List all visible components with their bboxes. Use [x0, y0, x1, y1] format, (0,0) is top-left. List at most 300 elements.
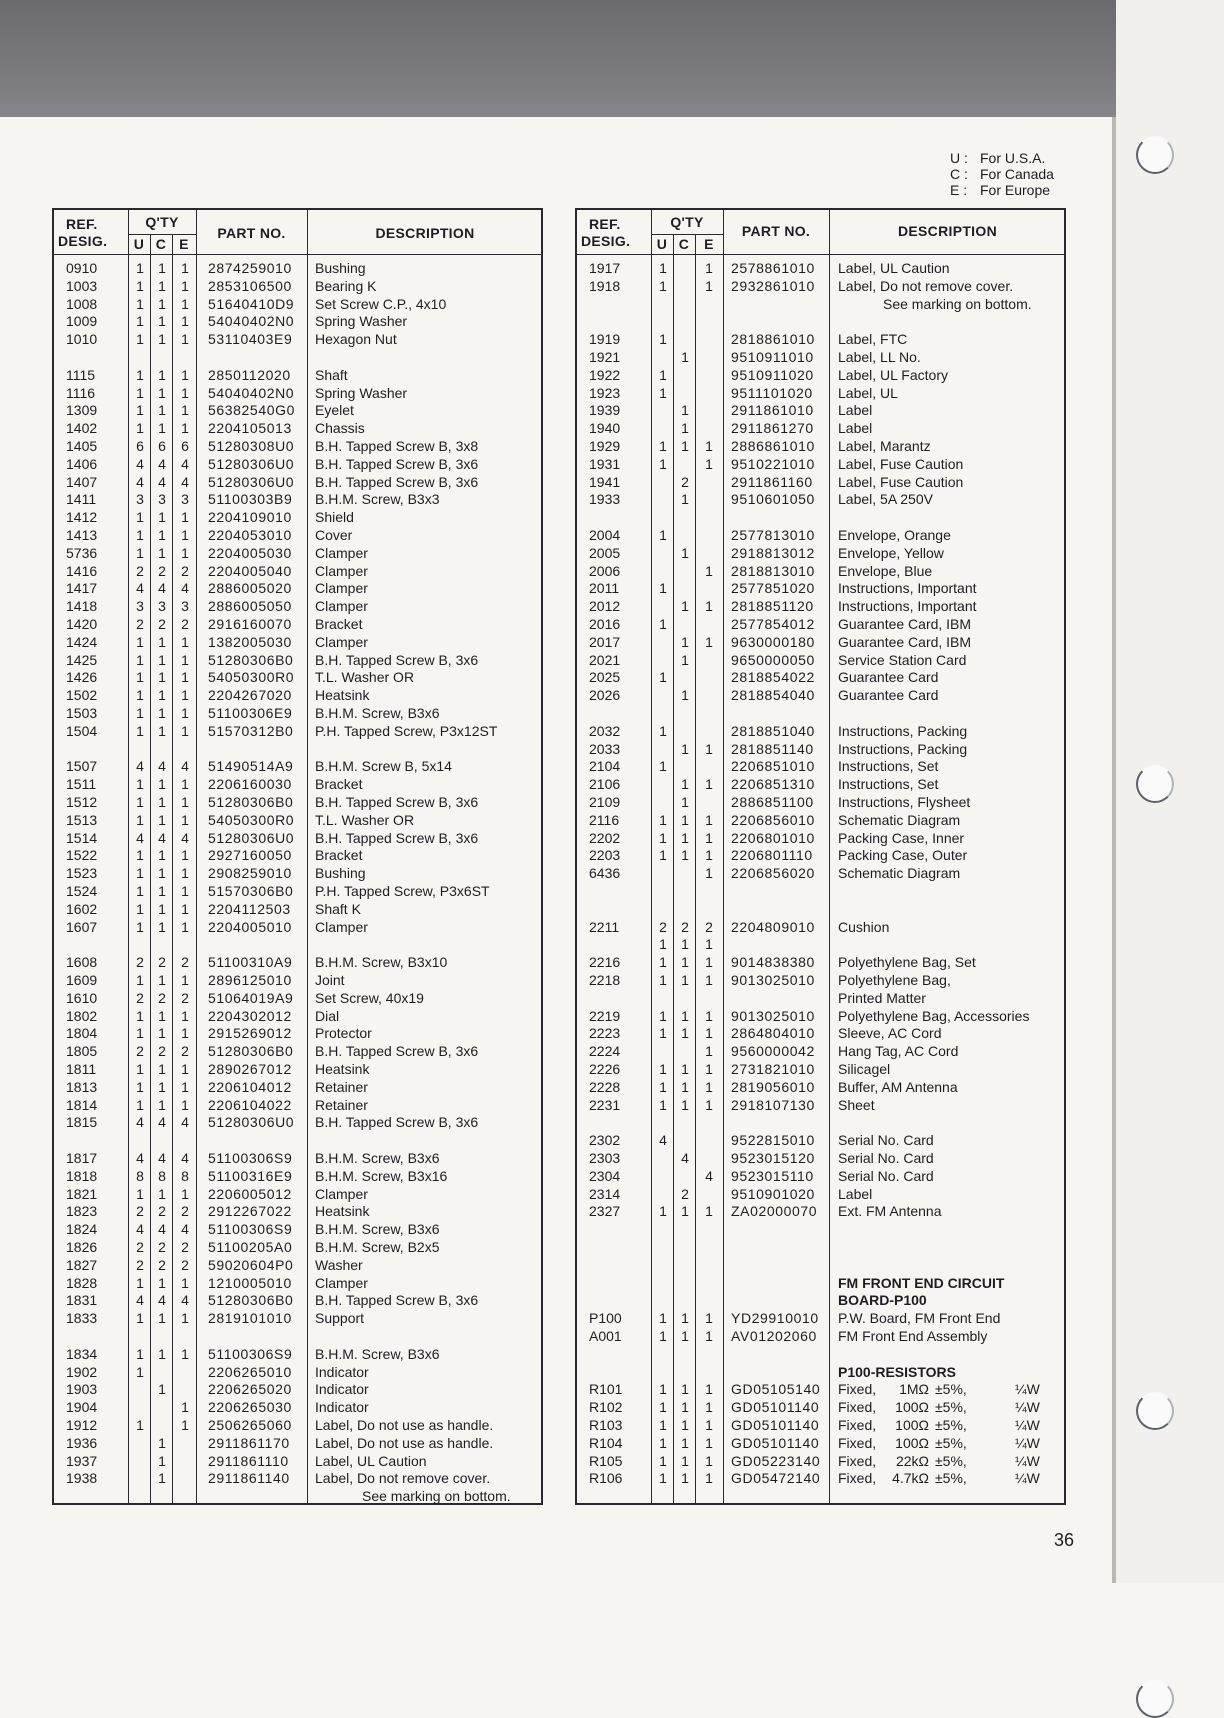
qty-e: 2	[181, 989, 189, 1006]
table-row	[577, 919, 1064, 937]
part-number: 2818851120	[731, 598, 814, 615]
qty-e: 1	[181, 1078, 189, 1095]
ref-desig: 1003	[66, 277, 98, 294]
qty-e: 4	[181, 1150, 189, 1166]
qty-e: 1	[181, 1274, 189, 1291]
qty-u: 1	[136, 705, 144, 721]
qty-u: 1	[136, 1061, 144, 1077]
description: Label	[838, 420, 873, 437]
ref-desig: 1939	[589, 402, 621, 419]
qty-u: 1	[659, 1381, 667, 1398]
table-row	[577, 260, 1064, 278]
part-number: 1382005030	[208, 633, 292, 650]
table-row	[577, 474, 1064, 492]
ref-desig: 1522	[66, 847, 98, 864]
ref-desig: 1922	[589, 366, 621, 383]
description: Heatsink	[315, 1061, 370, 1077]
qty-e: 1	[705, 1381, 713, 1398]
ref-desig: 2314	[589, 1185, 621, 1202]
qty-c: 1	[158, 865, 166, 882]
table-row	[54, 1399, 541, 1417]
ref-desig: 2033	[589, 740, 621, 757]
table-row	[54, 1008, 541, 1026]
qty-u: 1	[659, 1399, 667, 1416]
qty-e: 3	[181, 598, 189, 615]
ref-desig: 2016	[589, 616, 621, 632]
qty-c: 1	[158, 420, 166, 437]
part-number: 51490514A9	[208, 758, 294, 775]
table-row	[54, 1310, 541, 1328]
description: Clamper	[315, 633, 368, 650]
qty-c: 1	[158, 1007, 166, 1024]
table-row	[54, 936, 541, 954]
ref-desig: 1903	[66, 1381, 98, 1398]
ref-desig: 2303	[589, 1150, 621, 1166]
qty-e: 1	[181, 811, 189, 828]
qty-u: 4	[136, 580, 144, 597]
part-number: 2206104012	[208, 1078, 292, 1095]
qty-c: 1	[681, 1078, 689, 1095]
description-header: DESCRIPTION	[375, 225, 475, 241]
qty-c: 1	[681, 598, 689, 615]
qty-e: 8	[181, 1167, 189, 1184]
part-number: 2204005030	[208, 544, 292, 561]
legend-code: C :	[950, 166, 968, 182]
description: Spring Washer	[315, 313, 408, 330]
resistor-value: 100Ω	[895, 1417, 929, 1433]
table-row	[577, 1150, 1064, 1168]
part-number: 51280306U0	[208, 1114, 295, 1131]
description: Instructions, Set	[838, 776, 939, 793]
description: B.H. Tapped Screw B, 3x8	[315, 438, 479, 454]
description: Silicagel	[838, 1061, 891, 1077]
qty-c: 1	[158, 705, 166, 721]
qty-c: 1	[158, 331, 166, 348]
qty-c: 1	[681, 420, 689, 437]
description: Hang Tag, AC Cord	[838, 1043, 959, 1060]
qty-c: 1	[681, 794, 689, 810]
qty-u: 1	[659, 384, 667, 401]
resistor-tolerance: ±5%,	[935, 1417, 967, 1433]
description: Label	[838, 1185, 873, 1202]
description: Eyelet	[315, 402, 354, 419]
qty-c: 1	[158, 1096, 166, 1113]
ref-desig: 1834	[66, 1345, 98, 1362]
table-row	[54, 1150, 541, 1168]
part-number: 2506265060	[208, 1417, 292, 1433]
ref-desig: 1918	[589, 277, 621, 294]
qty-e: 1	[705, 1096, 713, 1113]
qty-e: 1	[181, 794, 189, 810]
ref-desig: 2223	[589, 1025, 621, 1042]
resistor-wattage: ¼W	[1015, 1434, 1040, 1451]
qty-e: 1	[705, 260, 713, 276]
ref-desig: 1929	[589, 438, 621, 454]
qty-c: 1	[681, 1025, 689, 1042]
qty-u: 1	[659, 1470, 667, 1487]
table-row	[54, 990, 541, 1008]
table-row	[54, 830, 541, 848]
qty-u: 4	[136, 1221, 144, 1238]
resistor-value: 22kΩ	[895, 1452, 929, 1469]
qty-e: 1	[705, 847, 713, 864]
table-row	[54, 1239, 541, 1257]
table-row	[577, 936, 1064, 954]
qty-c: 8	[158, 1167, 166, 1184]
part-number: 2886861010	[731, 438, 815, 454]
qty-u: 4	[136, 758, 144, 775]
qty-c: 1	[158, 1452, 166, 1469]
qty-u: 1	[659, 1096, 667, 1113]
qty-u: 3	[136, 598, 144, 615]
part-number: 2918107130	[731, 1096, 815, 1113]
qty-c: 4	[158, 580, 166, 597]
qty-u: 1	[659, 936, 667, 953]
ref-desig: 1412	[66, 509, 98, 526]
description: Label, UL Factory	[838, 366, 948, 383]
ref-desig: 2218	[589, 972, 621, 988]
legend-text: For U.S.A.	[980, 150, 1046, 166]
ref-desig: R105	[589, 1452, 623, 1469]
description: Bracket	[315, 847, 363, 864]
part-number: 51100306S9	[208, 1150, 293, 1166]
part-number: 9013025010	[731, 1007, 815, 1024]
ref-desig: 1937	[66, 1452, 98, 1469]
part-number: GD05472140	[731, 1470, 821, 1487]
ref-desig: 1420	[66, 616, 98, 632]
part-number: 2206851310	[731, 776, 815, 793]
description: Label, UL Caution	[838, 260, 950, 276]
ref-desig: 1805	[66, 1043, 98, 1060]
table-row	[54, 563, 541, 581]
ref-header: REF.	[589, 216, 621, 232]
description: B.H.M. Screw B, 5x14	[315, 758, 452, 775]
ref-desig: 1523	[66, 865, 98, 882]
part-number: 54040402N0	[208, 313, 295, 330]
qty-u: 1	[659, 758, 667, 775]
part-number: 2204809010	[731, 918, 815, 935]
description: FM Front End Assembly	[838, 1328, 988, 1344]
description: Clamper	[315, 1185, 368, 1202]
part-number: 9523015120	[731, 1150, 815, 1166]
qty-u: 2	[136, 562, 144, 579]
qty-c: 1	[681, 1399, 689, 1416]
qty-u: 1	[659, 1434, 667, 1451]
part-number: 51280306U0	[208, 829, 295, 846]
description: Instructions, Flysheet	[838, 794, 971, 810]
part-number: 2911861140	[208, 1470, 290, 1487]
description: B.H. Tapped Screw B, 3x6	[315, 473, 479, 490]
description: Label, FTC	[838, 331, 908, 348]
ref-desig: 1609	[66, 972, 98, 988]
qty-u: 1	[136, 972, 144, 988]
qty-c: 4	[158, 1114, 166, 1131]
table-row	[54, 1061, 541, 1079]
qty-u: 1	[136, 722, 144, 739]
part-number: 2577851020	[731, 580, 815, 597]
table-row	[54, 1346, 541, 1364]
description: Bracket	[315, 616, 363, 632]
qty-c: 1	[158, 651, 166, 668]
qty-e: 4	[181, 455, 189, 472]
qty-c: 1	[158, 313, 166, 330]
description: B.H. Tapped Screw B, 3x6	[315, 829, 479, 846]
part-no-header: PART NO.	[741, 223, 811, 239]
qty-u: 1	[136, 776, 144, 793]
qty-c: 1	[681, 740, 689, 757]
description: Buffer, AM Antenna	[838, 1078, 958, 1095]
legend-row	[950, 150, 1054, 166]
part-number: 51100303B9	[208, 491, 293, 508]
ref-desig: 2106	[589, 776, 621, 793]
ref-desig: 2025	[589, 669, 621, 686]
description: Guarantee Card	[838, 687, 939, 704]
ref-desig: 1502	[66, 687, 98, 704]
binder-hole	[1136, 136, 1174, 174]
description: Fixed,	[838, 1381, 877, 1398]
table-row	[577, 1364, 1064, 1382]
description: Label, Do not remove cover.	[838, 277, 1014, 294]
description: Instructions, Important	[838, 598, 977, 615]
part-number: 2911861270	[731, 420, 814, 437]
qty-u: 2	[136, 989, 144, 1006]
part-number: 2206856010	[731, 811, 815, 828]
description: B.H. Tapped Screw B, 3x6	[315, 455, 479, 472]
table-row	[54, 1097, 541, 1115]
qty-u: 1	[659, 1417, 667, 1433]
ref-desig: 2011	[589, 580, 620, 597]
table-row	[577, 402, 1064, 420]
table-row	[577, 385, 1064, 403]
table-row	[577, 741, 1064, 759]
part-number: 51100306S9	[208, 1345, 293, 1362]
ref-header: REF.	[66, 216, 98, 232]
table-row	[577, 296, 1064, 314]
table-row	[54, 972, 541, 990]
resistor-wattage: ¼W	[1015, 1452, 1040, 1469]
part-number: 2916160070	[208, 616, 292, 632]
qty-e: 1	[181, 1025, 189, 1042]
qty-u: 4	[136, 1150, 144, 1166]
qty-u: 1	[136, 847, 144, 864]
legend-row	[950, 182, 1054, 198]
qty-u: 1	[136, 1025, 144, 1042]
description: Clamper	[315, 562, 368, 579]
qty-e: 1	[181, 847, 189, 864]
qty-u: 1	[659, 616, 667, 632]
resistor-wattage: ¼W	[1015, 1417, 1040, 1433]
description: Retainer	[315, 1096, 368, 1113]
ref-desig: 1405	[66, 438, 98, 454]
qty-u: 3	[136, 491, 144, 508]
part-number: 51100310A9	[208, 954, 293, 971]
table-row	[577, 1275, 1064, 1293]
scan-top-band	[0, 0, 1200, 117]
description: Hexagon Nut	[315, 331, 397, 348]
qty-c: 1	[158, 277, 166, 294]
ref-desig: 2021	[589, 651, 621, 668]
table-row	[577, 1186, 1064, 1204]
table-row	[54, 794, 541, 812]
description: Joint	[315, 972, 345, 988]
table-row	[577, 972, 1064, 990]
qty-u: 4	[659, 1132, 667, 1149]
ref-desig: 1512	[66, 794, 98, 810]
description: B.H. Tapped Screw B, 3x6	[315, 651, 479, 668]
ref-desig: 1827	[66, 1256, 98, 1273]
table-row	[54, 509, 541, 527]
ref-desig: 1424	[66, 633, 98, 650]
ref-desig: 2302	[589, 1132, 621, 1149]
qty-e: 1	[705, 633, 713, 650]
description: Clamper	[315, 580, 368, 597]
qty-u: 1	[136, 1363, 144, 1380]
description: Guarantee Card	[838, 669, 939, 686]
qty-c: 1	[681, 438, 689, 454]
ref-desig: 1607	[66, 918, 98, 935]
part-number: 2818854022	[731, 669, 815, 686]
part-number: YD29910010	[731, 1310, 819, 1327]
table-row	[577, 1061, 1064, 1079]
table-row	[577, 954, 1064, 972]
qty-c: 1	[158, 776, 166, 793]
qty-c: 1	[158, 509, 166, 526]
part-number: 51280306B0	[208, 1043, 294, 1060]
ref-desig: 2104	[589, 758, 621, 775]
ref-desig: 1116	[66, 384, 96, 401]
legend-text: For Europe	[980, 182, 1051, 198]
qty-c: 1	[681, 1203, 689, 1220]
qty-e: 1	[181, 900, 189, 917]
qty-e: 1	[705, 438, 713, 454]
qty-u: 1	[136, 1185, 144, 1202]
part-number: 2578861010	[731, 260, 815, 276]
part-number: 9014838380	[731, 954, 815, 971]
table-row	[54, 634, 541, 652]
table-row	[54, 919, 541, 937]
qty-c: 2	[158, 1203, 166, 1220]
ref-desig: 2231	[589, 1096, 621, 1113]
table-row	[577, 669, 1064, 687]
ref-desig: 1008	[66, 295, 98, 312]
qty-u: 1	[659, 260, 667, 276]
description: Bracket	[315, 776, 363, 793]
ref-desig: 1416	[66, 562, 98, 579]
description: Label	[838, 402, 873, 419]
table-row	[54, 1364, 541, 1382]
qty-u: 1	[136, 918, 144, 935]
part-number: 51100306S9	[208, 1221, 293, 1238]
description: B.H. Tapped Screw B, 3x6	[315, 794, 479, 810]
qty-u: 1	[136, 883, 144, 899]
qty-u: 1	[136, 1417, 144, 1433]
description: Schematic Diagram	[838, 811, 961, 828]
qty-e: 1	[705, 954, 713, 971]
description: B.H.M. Screw, B3x16	[315, 1167, 448, 1184]
ref-desig: 2203	[589, 847, 621, 864]
table-row	[577, 901, 1064, 919]
qty-e: 2	[181, 1239, 189, 1255]
qty-e: 4	[181, 1114, 189, 1131]
part-number: 2818851040	[731, 722, 815, 739]
qty-e: 1	[705, 1043, 713, 1060]
page-edge	[1112, 117, 1116, 1583]
qty-u: 4	[136, 829, 144, 846]
table-row	[54, 385, 541, 403]
qty-e: 2	[181, 562, 189, 579]
part-number: 2204267020	[208, 687, 292, 704]
qty-e: 1	[181, 669, 189, 686]
ref-desig: 1818	[66, 1167, 98, 1184]
ref-desig: P100	[589, 1310, 622, 1327]
description: Fixed,	[838, 1470, 877, 1487]
qty-c: 2	[158, 562, 166, 579]
part-number: 2206265010	[208, 1363, 292, 1380]
ref-desig: 1823	[66, 1203, 98, 1220]
description: Label, UL Caution	[315, 1452, 427, 1469]
qty-u: 1	[136, 331, 144, 348]
part-number: GD05223140	[731, 1452, 821, 1469]
description: Polyethylene Bag, Accessories	[838, 1007, 1030, 1024]
description: Label, UL	[838, 384, 898, 401]
ref-desig: 2004	[589, 527, 621, 543]
part-number: 2911861110	[208, 1452, 289, 1469]
ref-desig: 2017	[589, 633, 621, 650]
description: Set Screw C.P., 4x10	[315, 295, 447, 312]
description: B.H.M. Screw, B3x3	[315, 491, 440, 508]
table-row	[577, 278, 1064, 296]
table-row	[577, 990, 1064, 1008]
ref-desig: R102	[589, 1399, 623, 1416]
region-legend	[950, 150, 1054, 198]
qty-u: 1	[136, 669, 144, 686]
qty-e: 6	[181, 438, 189, 454]
ref-desig: 1902	[66, 1363, 98, 1380]
resistor-wattage: ¼W	[1015, 1399, 1040, 1416]
qty-c: 4	[158, 1150, 166, 1166]
table-row	[577, 1310, 1064, 1328]
table-row	[577, 367, 1064, 385]
qty-e: 2	[181, 616, 189, 632]
qty-u: 1	[659, 829, 667, 846]
table-row	[577, 1470, 1064, 1488]
qty-u: 1	[659, 1025, 667, 1042]
c-header: C	[678, 236, 690, 252]
qty-c: 2	[158, 1043, 166, 1060]
part-number: 54050300R0	[208, 669, 295, 686]
part-number: 53110403E9	[208, 331, 293, 348]
ref-desig: 1418	[66, 598, 98, 615]
table-row	[54, 812, 541, 830]
qty-e: 1	[181, 1417, 189, 1433]
qty-e: 1	[181, 651, 189, 668]
qty-u: 1	[659, 527, 667, 543]
description: Instructions, Packing	[838, 740, 968, 757]
part-number: 9510601050	[731, 491, 815, 508]
qty-u: 1	[659, 331, 667, 348]
qty-e: 1	[705, 1328, 713, 1344]
qty-e: 1	[181, 277, 189, 294]
qty-c: 1	[158, 794, 166, 810]
part-number: 2206160030	[208, 776, 292, 793]
binder-hole	[1136, 1392, 1174, 1430]
part-number: 56382540G0	[208, 402, 295, 419]
qty-u: 2	[659, 918, 667, 935]
qty-u: 2	[136, 1239, 144, 1255]
description: P.W. Board, FM Front End	[838, 1310, 1001, 1327]
qty-e: 3	[181, 491, 189, 508]
qty-e: 4	[181, 580, 189, 597]
